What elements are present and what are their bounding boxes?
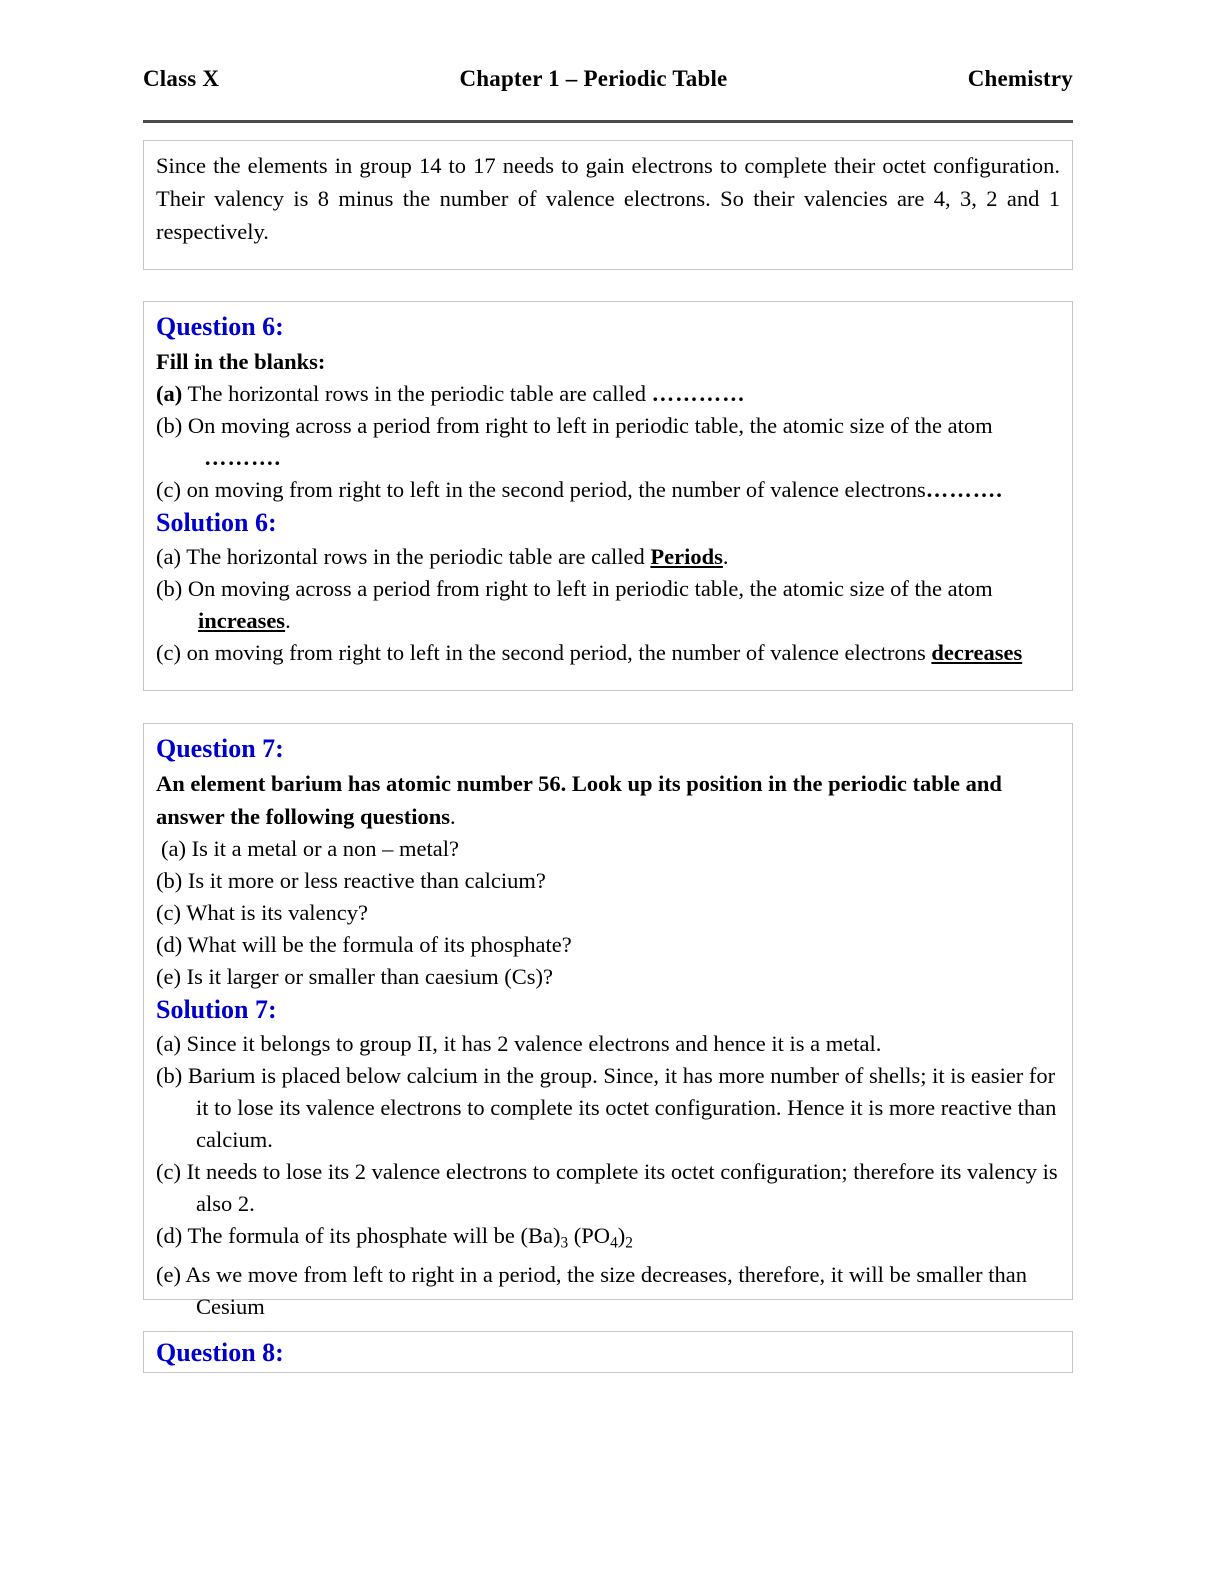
solution-6-item-b-answer-line: [156, 605, 1060, 637]
solution-7-heading: Solution 7:: [156, 995, 277, 1024]
solution-6-item-c-answer: decreases: [931, 640, 1023, 665]
solution-6-item-b-answer: increases: [198, 608, 286, 633]
solution-7-item-e: [156, 1259, 1060, 1323]
solution-7-item-b: [156, 1060, 1060, 1156]
question-7-item-c: [156, 897, 1060, 929]
question-7-item-a-text: Is it a metal or a non – metal?: [191, 836, 460, 861]
solution-6-item-a-post: .: [722, 544, 729, 569]
solution-6-item-b: [156, 573, 1060, 605]
solution-6-item-b-label: (b): [156, 576, 183, 601]
page-header: [143, 66, 1073, 92]
solution-7-item-e-text: As we move from left to right in a period, the size decreases, therefore, it will be smaller than Cesium: [185, 1262, 1027, 1320]
question-7-item-e-text: Is it larger or smaller than caesium (Cs)?: [186, 964, 553, 989]
solution-6-item-b-post: .: [285, 608, 291, 633]
solution-6-item-a: [156, 541, 1060, 573]
solution-7-item-a: [156, 1028, 1060, 1060]
solution-6-item-c-text: on moving from right to left in the second period, the number of valence electrons: [186, 640, 926, 665]
header-subject-label: Chemistry: [967, 66, 1073, 91]
solution-7-item-d-label: (d): [156, 1223, 183, 1248]
solution-7-item-e-label: (e): [156, 1262, 181, 1288]
question-6-item-b: [156, 410, 1060, 442]
question-7-item-c-text: What is its valency?: [186, 900, 369, 925]
solution-7-item-b-label: (b): [156, 1063, 183, 1088]
solution-7-item-d: [156, 1220, 1060, 1259]
header-class-label: Class X: [143, 66, 220, 91]
header-divider-rule: [143, 120, 1073, 123]
solution-7-item-b-text: Barium is placed below calcium in the group. Since, it has more number of shells; it is easier for it to lose its valence electrons to complete its octet configuration. Hence it is more reactive than calcium.: [187, 1063, 1057, 1152]
question-7-prompt-text: An element barium has atomic number 56. Look up its position in the periodic table and answer the following questions: [156, 771, 1002, 829]
question-6-item-b-label: (b): [156, 413, 183, 438]
header-chapter-title: Chapter 1 – Periodic Table: [459, 66, 728, 91]
solution-7-item-d-text: The formula of its phosphate will be: [187, 1223, 521, 1248]
question-7-item-a: [156, 833, 1060, 865]
intro-text-box: [143, 140, 1073, 270]
question-7-item-e-label: (e): [156, 964, 181, 989]
solution-7-item-a-label: (a): [156, 1031, 181, 1056]
question-6-heading: Question 6:: [156, 312, 284, 341]
solution-6-item-a-answer: Periods: [650, 544, 723, 569]
question-6-prompt: Fill in the blanks:: [156, 349, 326, 374]
intro-paragraph: Since the elements in group 14 to 17 needs to gain electrons to complete their octet configuration. Their valency is 8 minus the number of valence electrons. So their valencies are 4, 3, 2 and 1 respectively.: [156, 153, 1060, 244]
question-6-item-c-blank: ……….: [925, 477, 1003, 502]
solution-6-item-a-label: (a): [156, 544, 181, 569]
question-6-item-a-label: (a): [156, 381, 183, 406]
question-6-item-c-text: on moving from right to left in the second period, the number of valence electrons: [186, 477, 926, 502]
question-7-prompt-tail: .: [450, 804, 456, 829]
question-6-item-c: [156, 474, 1060, 506]
question-6-item-b-text: On moving across a period from right to left in periodic table, the atomic size of the atom: [187, 413, 993, 438]
question-7-item-d: [156, 929, 1060, 961]
solution-6-item-b-text: On moving across a period from right to left in periodic table, the atomic size of the atom: [187, 576, 993, 601]
question-7-box: [143, 723, 1073, 1320]
solution-7-item-c: [156, 1156, 1060, 1220]
question-7-item-c-label: (c): [156, 900, 181, 925]
question-7-item-b: [156, 865, 1060, 897]
question-7-heading: Question 7:: [156, 734, 284, 763]
solution-7-item-d-formula: $(Ba)_3$ $(PO_4)_2$: [520, 1223, 633, 1252]
question-7-item-b-text: Is it more or less reactive than calcium?: [187, 868, 546, 893]
question-7-item-d-text: What will be the formula of its phosphate?: [187, 932, 572, 957]
question-6-box: [143, 301, 1073, 691]
question-7-item-a-label: (a): [161, 836, 186, 861]
question-6-item-b-blank: ……….: [204, 445, 282, 470]
solution-7-item-c-label: (c): [156, 1159, 181, 1184]
solution-6-item-a-text: The horizontal rows in the periodic table are called: [186, 544, 645, 569]
question-6-item-a-blank: …………: [651, 381, 746, 406]
solution-7-item-c-text: It needs to lose its 2 valence electrons to complete its octet configuration; therefore its valency is also 2.: [186, 1159, 1058, 1216]
solution-7-item-a-text: Since it belongs to group II, it has 2 valence electrons and hence it is a metal.: [186, 1031, 882, 1056]
solution-6-item-c: [156, 637, 1060, 669]
solution-6-item-c-label: (c): [156, 640, 181, 665]
question-7-item-d-label: (d): [156, 932, 183, 957]
question-8-heading: Question 8:: [156, 1338, 284, 1367]
question-6-item-a-text: The horizontal rows in the periodic table are called: [187, 381, 647, 406]
question-7-prompt: [156, 767, 1060, 833]
question-6-item-a: [156, 378, 1060, 410]
question-8-box: [143, 1331, 1073, 1373]
question-6-item-c-label: (c): [156, 477, 181, 502]
question-7-item-e: [156, 961, 1060, 993]
solution-6-heading: Solution 6:: [156, 508, 277, 537]
question-7-item-b-label: (b): [156, 868, 183, 893]
